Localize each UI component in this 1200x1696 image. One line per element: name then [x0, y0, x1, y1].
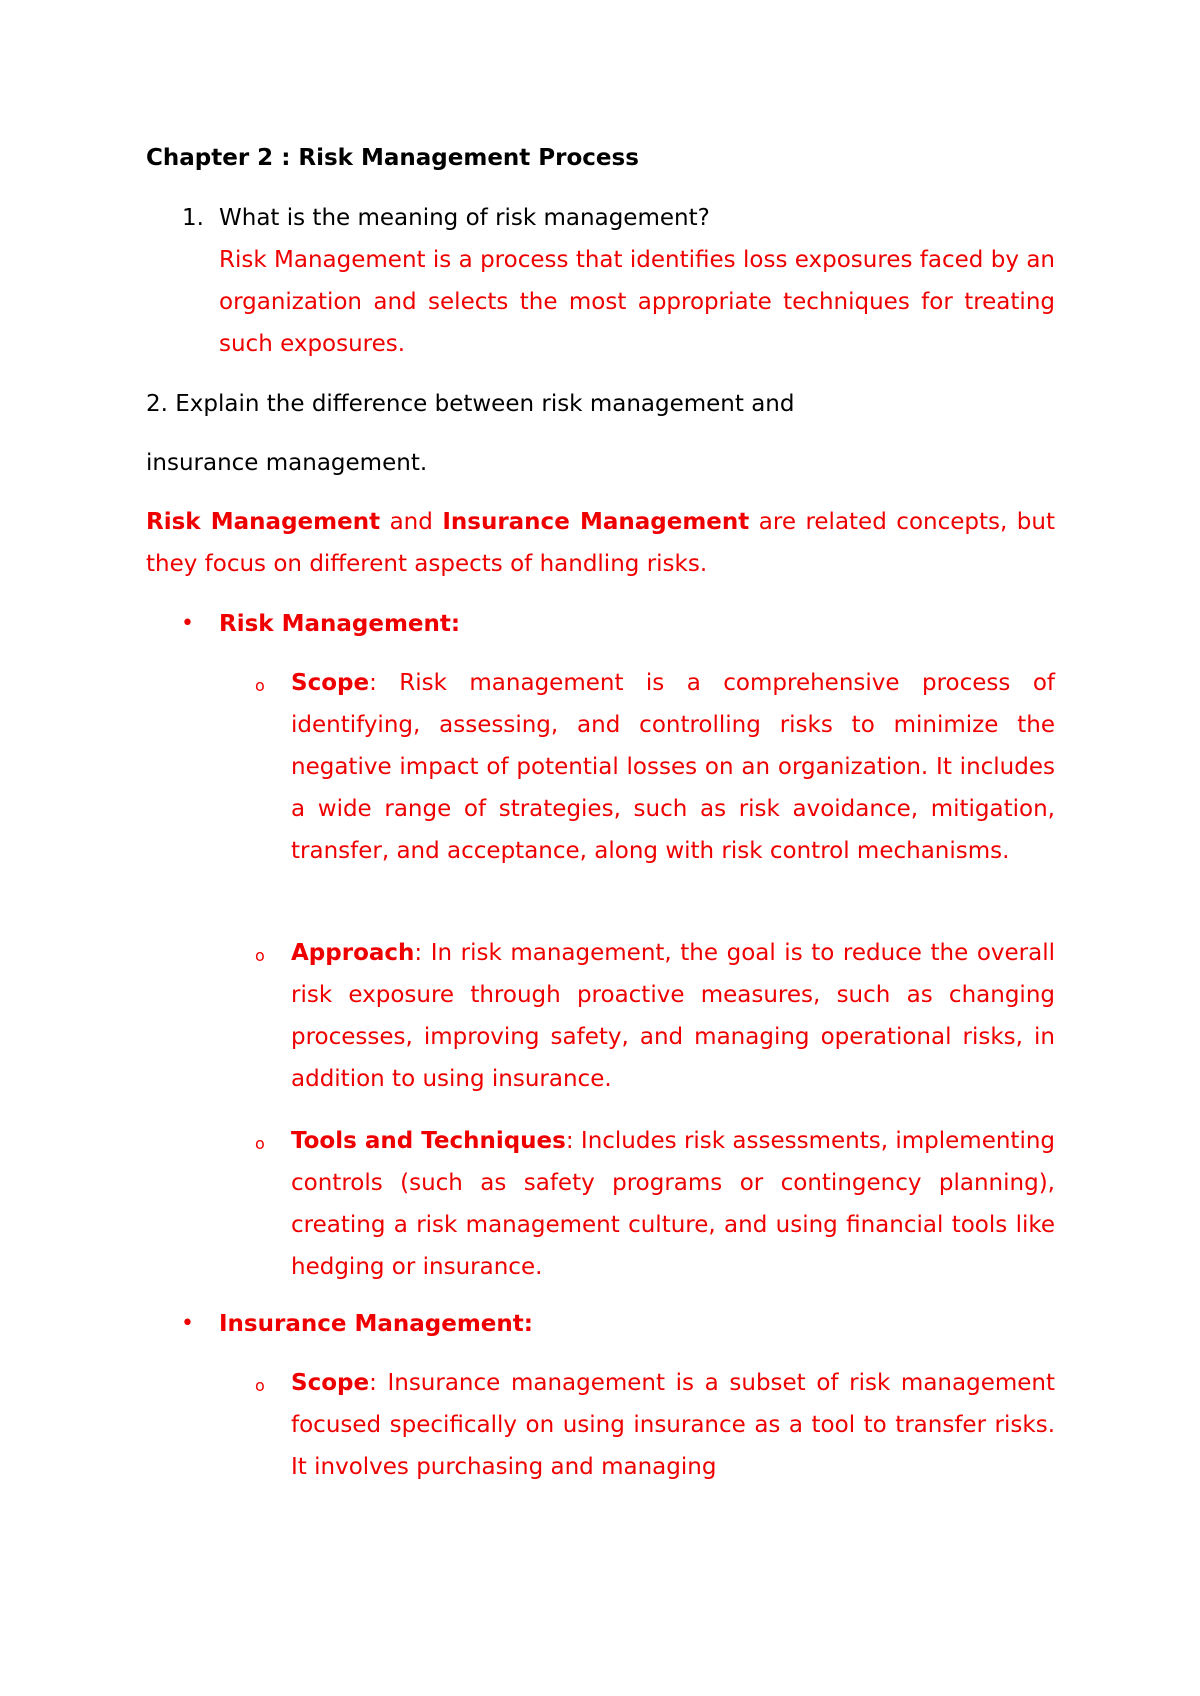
risk-management-heading: Risk Management: — [219, 611, 461, 637]
risk-approach-item — [291, 932, 1055, 1100]
risk-scope-label: Scope — [291, 670, 370, 696]
intro-term-risk-management: Risk Management — [146, 509, 381, 535]
sub-bullet-icon: o — [255, 946, 265, 965]
risk-scope-text: : Risk management is a comprehensive process of identifying, assessing, and controlling risks to minimize the negative impact of potential losses on an organization. It includes a wide range of strategies, such as risk avoidance, mitigation, transfer, and acceptance, along with risk control mechanisms. — [291, 670, 1055, 864]
question-1-answer: Risk Management is a process that identifies loss exposures faced by an organization and selects the most appropriate techniques for treating such exposures. — [219, 247, 1055, 357]
insurance-scope-label: Scope — [291, 1370, 370, 1396]
bullet-icon: • — [181, 611, 194, 636]
risk-approach-label: Approach — [291, 940, 415, 966]
sub-bullet-icon: o — [255, 1376, 265, 1395]
question-2-line-1: 2. Explain the difference between risk management and — [146, 391, 795, 417]
risk-tools-item — [291, 1120, 1055, 1288]
sub-bullet-icon: o — [255, 1134, 265, 1153]
question-1-number: 1. — [182, 205, 204, 231]
question-2-line-2: insurance management. — [146, 450, 428, 476]
intro-rest: are related concepts, but they focus on different aspects of handling risks. — [146, 509, 1055, 577]
bullet-icon: • — [181, 1311, 194, 1336]
intro-joiner: and — [380, 509, 443, 535]
insurance-management-heading: Insurance Management: — [219, 1311, 533, 1337]
risk-tools-text: : Includes risk assessments, implementing controls (such as safety programs or contingency planning), creating a risk management culture, and using financial tools like hedging or insurance. — [291, 1128, 1056, 1280]
question-1-text: What is the meaning of risk management? — [219, 205, 710, 231]
sub-bullet-icon: o — [255, 676, 265, 695]
chapter-title: Chapter 2 : Risk Management Process — [146, 145, 639, 171]
risk-scope-item — [291, 662, 1055, 872]
insurance-scope-text: : Insurance management is a subset of risk management focused specifically on using insurance as a tool to transfer risks. It involves purchasing and managing — [291, 1370, 1055, 1480]
risk-tools-label: Tools and Techniques — [291, 1128, 566, 1154]
risk-approach-text: : In risk management, the goal is to reduce the overall risk exposure through proactive measures, such as changing processes, improving safety, and managing operational risks, in addition to using insurance. — [291, 940, 1055, 1092]
intro-paragraph — [146, 501, 1055, 585]
insurance-scope-item — [291, 1362, 1055, 1488]
intro-term-insurance-management: Insurance Management — [442, 509, 750, 535]
